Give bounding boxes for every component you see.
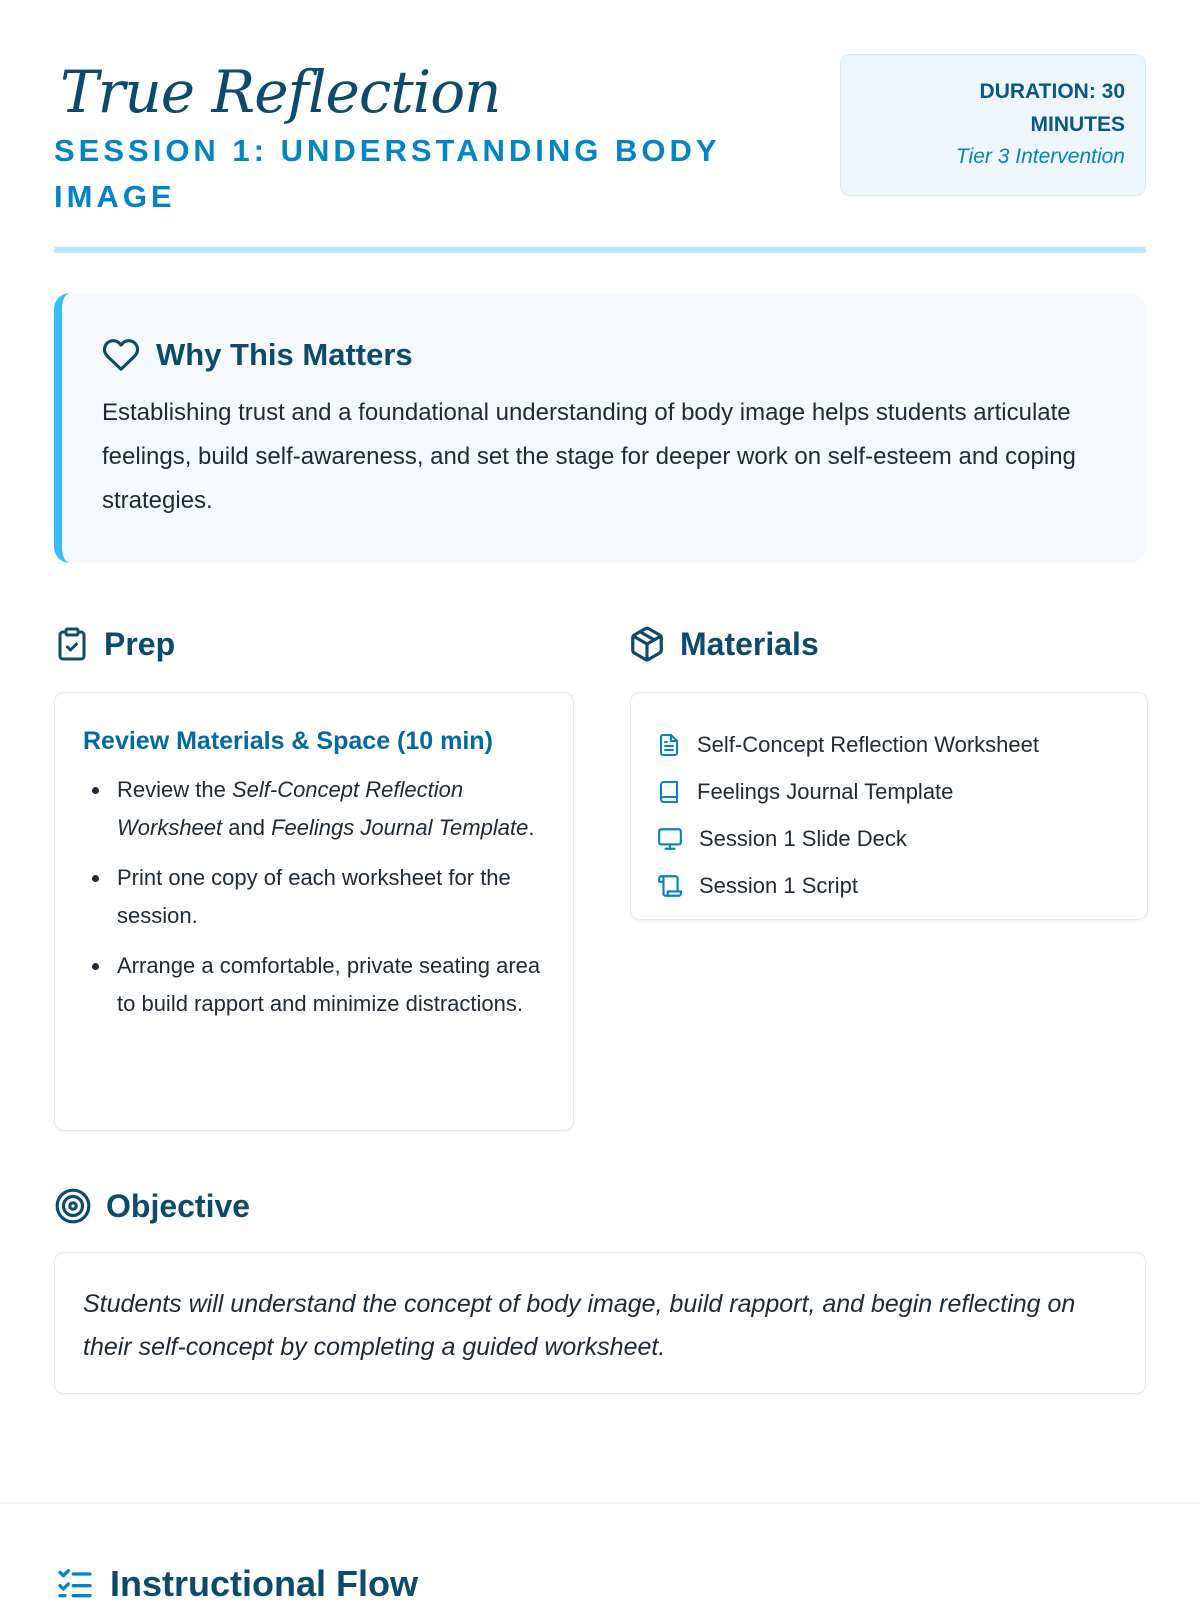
header-divider [54,247,1146,253]
instructional-flow-heading [54,1562,418,1600]
materials-heading [628,622,819,666]
objective-title: Objective [106,1187,251,1224]
clipboard-check-icon [54,625,90,663]
session-subtitle: SESSION 1: UNDERSTANDING BODY IMAGE [54,133,721,214]
section-divider [0,1502,1200,1504]
heart-icon [102,336,140,374]
prep-heading [54,622,175,666]
prep-list [83,771,545,1023]
material-item[interactable] [657,768,1121,815]
duration-card [840,54,1146,196]
book-icon [657,779,681,805]
materials-title: Materials [680,625,819,662]
why-heading [102,333,1104,377]
instructional-flow-title: Instructional Flow [110,1563,419,1600]
scroll-icon [657,873,683,899]
list-check-icon [54,1564,96,1600]
tier-label: Tier 3 Intervention [955,145,1125,168]
objective-heading [54,1184,250,1228]
document-icon [657,732,681,758]
target-icon [54,1187,92,1225]
why-this-matters-callout [54,293,1146,563]
material-item[interactable] [657,721,1121,768]
list-item: Print one copy of each worksheet for the session. [83,859,545,935]
package-icon [628,625,666,663]
material-item[interactable] [657,862,1121,909]
list-item: Arrange a comfortable, private seating area to build rapport and minimize distractions. [83,947,545,1023]
why-title: Why This Matters [156,337,413,372]
monitor-icon [657,826,683,852]
materials-card [630,692,1148,920]
material-item[interactable] [657,815,1121,862]
prep-subheading: Review Materials & Space (10 min) [83,727,493,755]
objective-text: Students will understand the concept of body image, build rapport, and begin reflecting on their self-concept by completing a guided worksheet. [83,1290,1076,1361]
material-label: Feelings Journal Template [697,778,954,804]
prep-card [54,692,574,1131]
list-item: Review the Self-Concept Reflection Worksheet and Feelings Journal Template. [83,771,545,847]
page-title: True Reflection [60,58,501,126]
material-label: Session 1 Script [699,872,858,898]
material-label: Self-Concept Reflection Worksheet [697,731,1039,757]
objective-card [54,1252,1146,1394]
duration-label: DURATION: 30 MINUTES [979,80,1125,136]
page-header [54,50,1146,253]
material-label: Session 1 Slide Deck [699,825,907,851]
prep-title: Prep [104,625,176,662]
why-text: Establishing trust and a foundational understanding of body image helps students articulate feelings, build self-awareness, and set the stage for deeper work on self-esteem and coping strategies. [102,399,1076,514]
